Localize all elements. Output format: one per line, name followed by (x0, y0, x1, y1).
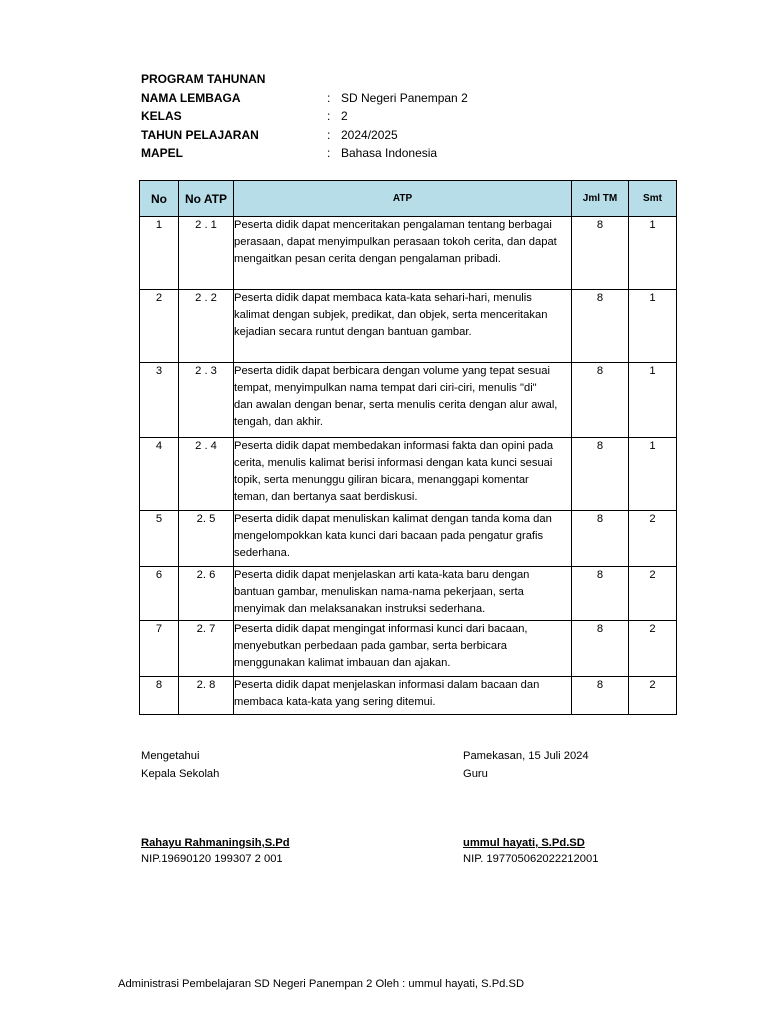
atp-line: Peserta didik dapat mengingat informasi kunci dari bacaan, (234, 623, 528, 635)
cell-jml-tm: 8 (572, 363, 629, 438)
signatory-name: ummul hayati, S.Pd.SD (463, 837, 585, 849)
header-field-subject (141, 144, 468, 163)
cell-jml-tm: 8 (572, 567, 629, 621)
signature-place-date: Pamekasan, 15 Juli 2024 (463, 750, 589, 762)
cell-smt: 2 (629, 511, 677, 567)
atp-line: perasaan, dapat menyimpulkan perasaan tokoh cerita, dan dapat (234, 236, 557, 248)
cell-no-atp: 2 . 2 (179, 290, 234, 363)
atp-line: sederhana. (234, 547, 290, 559)
signature-role: Kepala Sekolah (141, 768, 220, 780)
table-row (140, 621, 677, 677)
cell-no-atp: 2. 5 (179, 511, 234, 567)
field-value: 2024/2025 (341, 127, 398, 142)
header-field-academic-year (141, 126, 468, 145)
field-label: MAPEL (141, 146, 183, 160)
column-header-no: No (140, 181, 179, 217)
atp-table (139, 180, 677, 715)
atp-line: menggunakan kalimat imbauan dan ajakan. (234, 657, 451, 669)
atp-line: Peserta didik dapat menjelaskan informasi dalam bacaan dan (234, 679, 540, 691)
cell-atp (234, 217, 572, 290)
cell-jml-tm: 8 (572, 677, 629, 715)
cell-atp (234, 567, 572, 621)
column-header-jml-tm: Jml TM (572, 181, 629, 217)
table-row (140, 217, 677, 290)
field-separator: : (327, 127, 331, 142)
cell-jml-tm: 8 (572, 217, 629, 290)
header-field-institution (141, 89, 468, 108)
cell-no: 6 (140, 567, 179, 621)
table-row (140, 438, 677, 511)
atp-line: bantuan gambar, menuliskan nama-nama pekerjaan, serta (234, 586, 524, 598)
field-separator: : (327, 90, 331, 105)
cell-no-atp: 2 . 1 (179, 217, 234, 290)
field-separator: : (327, 146, 331, 160)
cell-no: 1 (140, 217, 179, 290)
cell-jml-tm: 8 (572, 621, 629, 677)
page-footer: Administrasi Pembelajaran SD Negeri Panempan 2 Oleh : ummul hayati, S.Pd.SD (118, 978, 525, 990)
signature-acknowledged-text: Mengetahui (141, 750, 200, 762)
field-value: 2 (341, 109, 348, 123)
atp-line: Peserta didik dapat membaca kata-kata sehari-hari, menulis (234, 292, 532, 304)
signatory-nip: NIP.19690120 199307 2 001 (141, 853, 283, 865)
cell-atp (234, 363, 572, 438)
header-field-class (141, 107, 468, 126)
table-row (140, 363, 677, 438)
cell-smt: 2 (629, 677, 677, 715)
signature-right-header (463, 747, 589, 783)
table-row (140, 511, 677, 567)
field-label: KELAS (141, 109, 182, 123)
atp-line: kejadian secara runtut dengan bantuan gambar. (234, 326, 472, 338)
atp-line: menyebutkan perbedaan pada gambar, serta berbicara (234, 640, 508, 652)
cell-atp (234, 290, 572, 363)
atp-line: kalimat dengan subjek, predikat, dan objek, serta menceritakan (234, 309, 548, 321)
column-header-smt: Smt (629, 181, 677, 217)
cell-no: 8 (140, 677, 179, 715)
cell-smt: 1 (629, 290, 677, 363)
atp-line: Peserta didik dapat menuliskan kalimat dengan tanda koma dan (234, 513, 552, 525)
table-header-row (140, 181, 677, 217)
cell-no-atp: 2. 6 (179, 567, 234, 621)
cell-jml-tm: 8 (572, 290, 629, 363)
field-label: TAHUN PELAJARAN (141, 127, 259, 142)
cell-atp (234, 511, 572, 567)
field-label: NAMA LEMBAGA (141, 90, 241, 105)
cell-no-atp: 2. 8 (179, 677, 234, 715)
atp-line: Peserta didik dapat menjelaskan arti kata-kata baru dengan (234, 569, 530, 581)
cell-no: 7 (140, 621, 179, 677)
signatory-nip: NIP. 197705062022212001 (463, 853, 599, 865)
cell-atp (234, 438, 572, 511)
atp-line: tengah, dan akhir. (234, 416, 323, 428)
signature-left-header (141, 747, 219, 783)
cell-smt: 1 (629, 438, 677, 511)
signature-left-identity (141, 835, 290, 867)
atp-line: mengelompokkan kata kunci dari bacaan pada pengatur grafis (234, 530, 544, 542)
column-header-no-atp: No ATP (179, 181, 234, 217)
cell-no: 5 (140, 511, 179, 567)
signature-role: Guru (463, 768, 488, 780)
atp-line: cerita, menulis kalimat berisi informasi dengan kata kunci sesuai (234, 457, 553, 469)
column-header-atp: ATP (234, 181, 572, 217)
table-row (140, 290, 677, 363)
atp-line: teman, dan bertanya saat berdiskusi. (234, 491, 418, 503)
cell-no: 4 (140, 438, 179, 511)
cell-no-atp: 2 . 4 (179, 438, 234, 511)
signature-right-identity (463, 835, 598, 867)
atp-line: Peserta didik dapat menceritakan pengalaman tentang berbagai (234, 219, 552, 231)
atp-line: Peserta didik dapat berbicara dengan volume yang tepat sesuai (234, 365, 550, 377)
cell-atp (234, 621, 572, 677)
table-row (140, 567, 677, 621)
atp-line: membaca kata-kata yang sering ditemui. (234, 696, 436, 708)
atp-line: dan awalan dengan benar, serta menulis cerita dengan alur awal, (234, 399, 558, 411)
cell-no: 3 (140, 363, 179, 438)
cell-atp (234, 677, 572, 715)
cell-smt: 1 (629, 217, 677, 290)
field-value: SD Negeri Panempan 2 (341, 90, 468, 105)
table-row (140, 677, 677, 715)
atp-line: topik, serta menunggu giliran bicara, menanggapi komentar (234, 474, 529, 486)
cell-smt: 2 (629, 567, 677, 621)
field-value: Bahasa Indonesia (341, 146, 438, 160)
cell-jml-tm: 8 (572, 438, 629, 511)
atp-line: mengaitkan pesan cerita dengan pengalaman pribadi. (234, 253, 501, 265)
cell-no-atp: 2. 7 (179, 621, 234, 677)
field-separator: : (327, 109, 331, 123)
atp-line: tempat, menyimpulkan nama tempat dari ciri-ciri, menulis "di" (234, 382, 537, 394)
cell-no-atp: 2 . 3 (179, 363, 234, 438)
document-title: PROGRAM TAHUNAN (141, 72, 266, 86)
atp-line: Peserta didik dapat membedakan informasi fakta dan opini pada (234, 440, 554, 452)
cell-no: 2 (140, 290, 179, 363)
atp-line: menyimak dan melaksanakan instruksi sederhana. (234, 603, 486, 615)
cell-smt: 1 (629, 363, 677, 438)
cell-smt: 2 (629, 621, 677, 677)
cell-jml-tm: 8 (572, 511, 629, 567)
signatory-name: Rahayu Rahmaningsih,S.Pd (141, 837, 290, 849)
document-header (141, 70, 468, 163)
